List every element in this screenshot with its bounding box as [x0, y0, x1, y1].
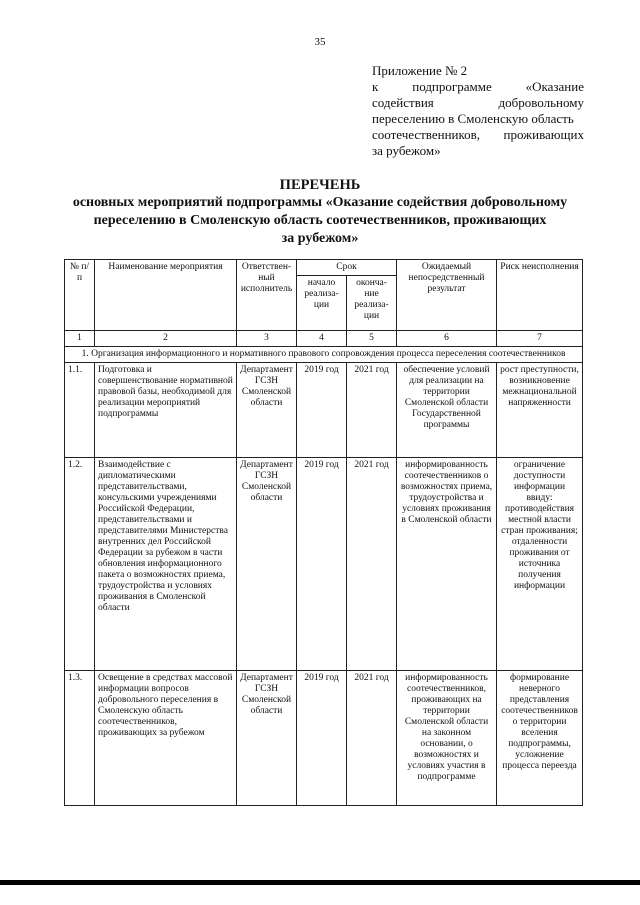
row-start: 2019 год [297, 671, 347, 806]
row-result: информированность соотечественников о возможностях приема, трудоустройства и условиях проживания в Смоленской области [397, 458, 497, 671]
row-responsible: Департамент ГСЗН Смоленской области [237, 363, 297, 458]
section-title: 1. Организация информационного и нормативного правового сопровождения процесса переселения соотечественников [65, 347, 583, 363]
title-line: за рубежом» [281, 231, 359, 246]
appendix-word: переселению в Смоленскую область [372, 111, 574, 126]
appendix-word: «Оказание [525, 79, 584, 94]
column-number: 2 [95, 331, 237, 347]
row-result: информированность соотечественников, проживающих на территории Смоленской области на законном основании, о возможностях и условиях участия в подпрограмме [397, 671, 497, 806]
row-name: Подготовка и совершенствование нормативной правовой базы, необходимой для реализации мероприятий подпрограммы [95, 363, 237, 458]
row-num: 1.2. [65, 458, 95, 671]
table-row [65, 363, 583, 458]
row-end: 2021 год [347, 671, 397, 806]
header-num: № п/п [65, 260, 95, 331]
header-row [65, 260, 583, 276]
column-number: 7 [497, 331, 583, 347]
document-title [60, 176, 580, 248]
row-end: 2021 год [347, 458, 397, 671]
column-number: 6 [397, 331, 497, 347]
scan-edge-bar [0, 880, 640, 885]
table-row [65, 458, 583, 671]
appendix-line [372, 127, 584, 143]
row-start: 2019 год [297, 363, 347, 458]
row-num: 1.1. [65, 363, 95, 458]
header-name: Наименование мероприятия [95, 260, 237, 331]
header-result: Ожидаемый непосредственный результат [397, 260, 497, 331]
header-start: начало реализа-ции [297, 276, 347, 331]
row-responsible: Департамент ГСЗН Смоленской области [237, 458, 297, 671]
appendix-word: содействия [372, 95, 434, 110]
appendix-line [372, 95, 584, 111]
appendix-word: проживающих [503, 127, 584, 142]
row-name: Освещение в средствах массовой информации вопросов добровольного переселения в Смоленскую область соотечественников, проживающих за рубежом [95, 671, 237, 806]
appendix-word: за рубежом» [372, 143, 441, 158]
title-heading: ПЕРЕЧЕНЬ [279, 177, 361, 193]
row-end: 2021 год [347, 363, 397, 458]
column-number: 1 [65, 331, 95, 347]
column-number: 4 [297, 331, 347, 347]
appendix-word: добровольному [498, 95, 584, 110]
row-responsible: Департамент ГСЗН Смоленской области [237, 671, 297, 806]
appendix-word: к [372, 79, 379, 94]
title-line: переселению в Смоленскую область соотечественников, проживающих [93, 213, 547, 228]
row-risk: ограничение доступности информации ввиду: противодействия местной власти стран проживания; отдаленности проживания от источника получения информации [497, 458, 583, 671]
title-line: основных мероприятий подпрограммы «Оказание содействия добровольному [72, 195, 568, 210]
row-risk: формирование неверного представления соотечественников о территории вселения подпрограммы, усложнение процесса переезда [497, 671, 583, 806]
header-risk: Риск неисполнения [497, 260, 583, 331]
appendix-word: подпрограмме [412, 79, 492, 94]
row-risk: рост преступности, возникновение межнациональной напряженности [497, 363, 583, 458]
row-result: обеспечение условий для реализации на территории Смоленской области Государственной программы [397, 363, 497, 458]
column-number: 3 [237, 331, 297, 347]
table-row [65, 671, 583, 806]
row-start: 2019 год [297, 458, 347, 671]
row-num: 1.3. [65, 671, 95, 806]
header-end: оконча-ние реализа-ции [347, 276, 397, 331]
appendix-line [372, 111, 584, 127]
appendix-line [372, 143, 584, 159]
header-term: Срок [297, 260, 397, 276]
column-number: 5 [347, 331, 397, 347]
page-number: 35 [314, 36, 326, 48]
appendix-block [372, 63, 584, 159]
section-row [65, 347, 583, 363]
appendix-word: соотечественников, [372, 127, 481, 142]
column-number-row [65, 331, 583, 347]
appendix-line [372, 63, 584, 79]
appendix-word: Приложение № 2 [372, 63, 468, 78]
row-name: Взаимодействие с дипломатическими представительствами, консульскими учреждениями Российской Федерации, представительствами и представителями Министерства внутренних дел Российской Федерации за рубежом в части обновления информационного пакета о возможностях приема, трудоустройства и условиях проживания в Смоленской области [95, 458, 237, 671]
measures-table [64, 259, 583, 806]
header-responsible: Ответствен-ный исполнитель [237, 260, 297, 331]
appendix-line [372, 79, 584, 95]
